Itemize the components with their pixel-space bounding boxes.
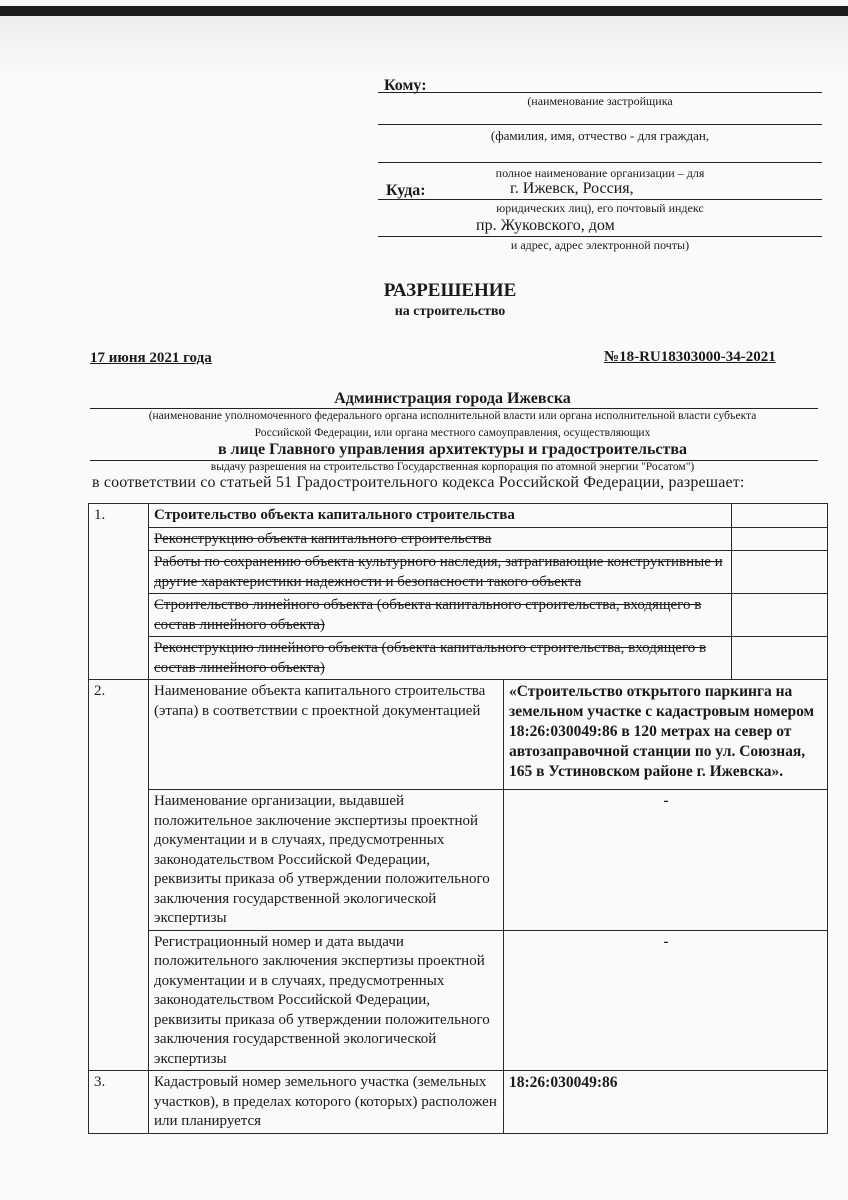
permit-number: №18-RU18303000-34-2021 <box>604 349 776 365</box>
work-type-option: Работы по сохранению объекта культурного наследия, затрагивающие конструктивные и другие характеристики надежности и безопасности такого объекта <box>149 551 732 594</box>
to-label: Кому: <box>384 77 427 94</box>
authority-hint-3: выдачу разрешения на строительство Государственная корпорация по атомной энергии "Росатом") <box>210 461 695 473</box>
where-label: Куда: <box>386 182 426 199</box>
field-label: Кадастровый номер земельного участка (земельных участков), в пределах которого (которых) расположен или планируется <box>149 1071 504 1134</box>
option-mark-cell <box>732 637 828 680</box>
work-type-option: Строительство линейного объекта (объекта капитального строительства, входящего в состав линейного объекта) <box>149 594 732 637</box>
table-row <box>89 790 828 931</box>
field-label: Наименование организации, выдавшей положительное заключение экспертизы проектной документации и в случаях, предусмотренных законодательством Российской Федерации, реквизиты приказа об утверждении положительного заключения государственной экологической экспертизы <box>149 790 504 931</box>
document-subtitle: на строительство <box>394 304 506 319</box>
scan-edge-top <box>0 6 848 16</box>
work-type-option: Реконструкцию линейного объекта (объекта капитального строительства, входящего в состав линейного объекта) <box>149 637 732 680</box>
field-value: - <box>504 790 828 931</box>
table-row <box>89 680 828 790</box>
field-label: Регистрационный номер и дата выдачи положительного заключения экспертизы проектной документации и в случаях, предусмотренных законодательством Российской Федерации, реквизиты приказа об утверждении положительного заключения государственной экологической экспертизы <box>149 930 504 1071</box>
table-row <box>89 637 828 680</box>
where-city: г. Ижевск, Россия, <box>510 180 634 197</box>
org-line <box>378 162 822 163</box>
permits-statement: в соответствии со статьей 51 Градостроительного кодекса Российской Федерации, разрешает: <box>92 474 745 491</box>
section-number: 3. <box>89 1071 149 1134</box>
work-type-option: Реконструкцию объекта капитального строительства <box>149 527 732 551</box>
hint-fio: (фамилия, имя, отчество - для граждан, <box>490 128 710 143</box>
authority-name: Администрация города Ижевска <box>334 390 571 407</box>
table-row <box>89 504 828 528</box>
hint-address: и адрес, адрес электронной почты) <box>510 238 690 252</box>
where-street: пр. Жуковского, дом <box>476 217 615 234</box>
work-type-option: Строительство объекта капитального строительства <box>149 504 732 528</box>
hint-developer: (наименование застройщика <box>527 94 673 108</box>
document-title: РАЗРЕШЕНИЕ <box>383 280 517 301</box>
authority-line <box>90 408 818 409</box>
field-value: «Строительство открытого паркинга на земельном участке с кадастровым номером 18:26:030049:86 в 120 метрах на север от автозаправочной станции по ул. Союзная, 165 в Устиновском районе г. Ижевска». <box>504 680 828 790</box>
option-mark-cell <box>732 527 828 551</box>
table-row <box>89 1071 828 1134</box>
authority-department: в лице Главного управления архитектуры и градостроительства <box>217 441 688 458</box>
fio-line <box>378 124 822 125</box>
option-mark-cell <box>732 594 828 637</box>
table-row <box>89 594 828 637</box>
section-number: 1. <box>89 504 149 680</box>
issue-date: 17 июня 2021 года <box>90 350 212 366</box>
field-label: Наименование объекта капитального строительства (этапа) в соответствии с проектной документацией <box>149 680 504 790</box>
table-row <box>89 527 828 551</box>
authority-hint-2: Российской Федерации, или органа местного самоуправления, осуществляющих <box>254 427 651 439</box>
permit-table <box>88 503 828 1134</box>
field-value: - <box>504 930 828 1071</box>
to-line <box>378 92 822 93</box>
section-number: 2. <box>89 680 149 1071</box>
city-line <box>378 199 822 200</box>
option-mark-cell <box>732 504 828 528</box>
table-row <box>89 551 828 594</box>
field-value: 18:26:030049:86 <box>504 1071 828 1134</box>
street-line <box>378 236 822 237</box>
table-row <box>89 930 828 1071</box>
option-mark-cell <box>732 551 828 594</box>
hint-legal: юридических лиц), его почтовый индекс <box>496 201 704 215</box>
hint-org: полное наименование организации – для <box>495 166 705 180</box>
authority-hint-1: (наименование уполномоченного федерального органа исполнительной власти или органа исполнительной власти субъекта <box>148 410 757 422</box>
